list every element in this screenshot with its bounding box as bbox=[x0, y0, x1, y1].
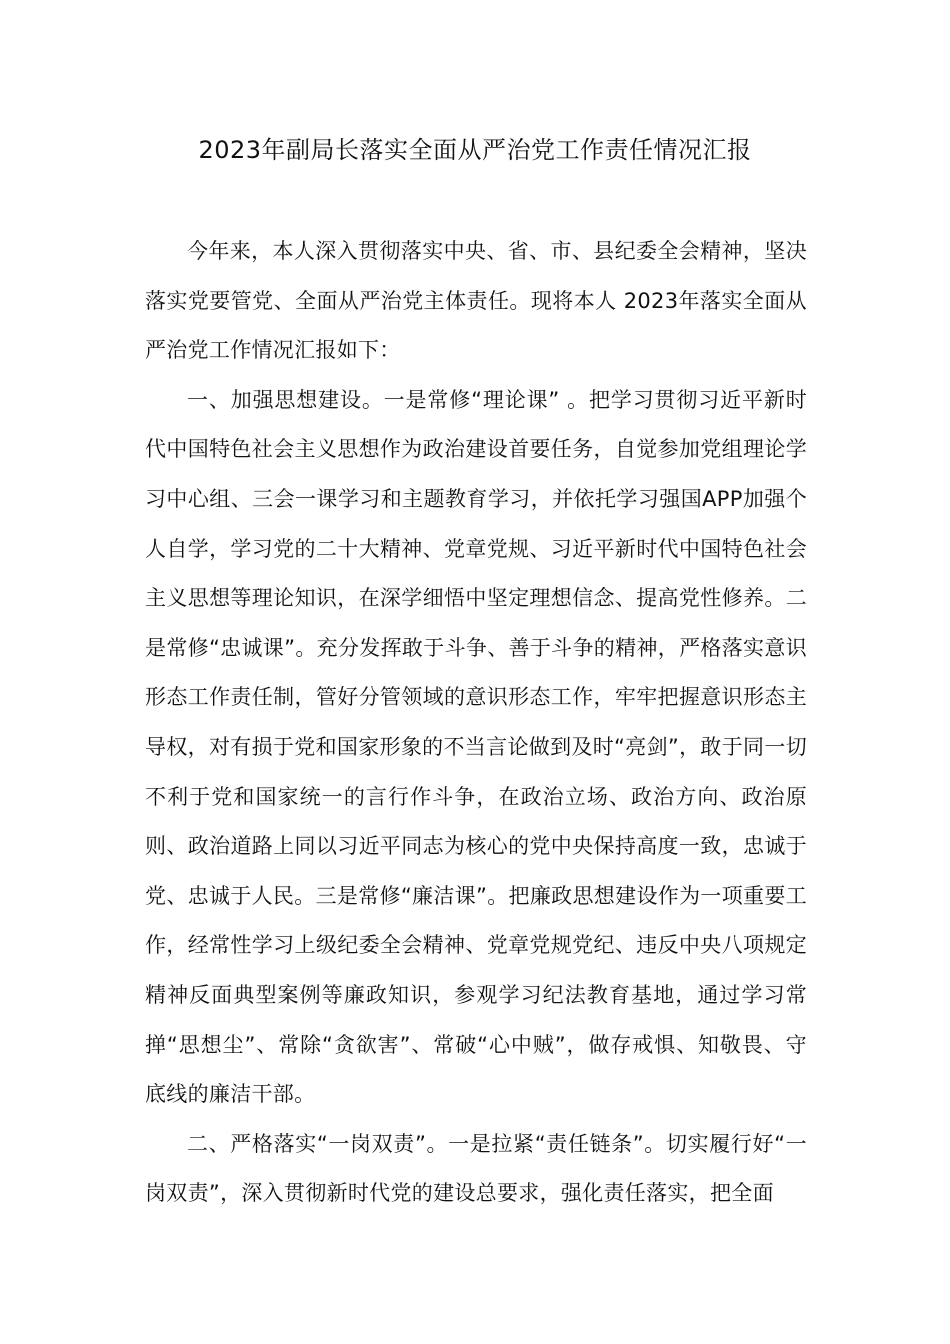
paragraph-intro: 今年来，本人深入贯彻落实中央、省、市、县纪委全会精神，坚决落实党要管党、全面从严治党主体责任。现将本人 2023年落实全面从严治党工作情况汇报如下： bbox=[145, 239, 807, 363]
paragraph-section-1: 一、加强思想建设。一是常修“理论课” 。把学习贯彻习近平新时代中国特色社会主义思想作为政治建设首要任务，自觉参加党组理论学习中心组、三会一课学习和主题教育学习，并依托学习强国APP加强个人自学，学习党的二十大精神、党章党规、习近平新时代中国特色社会主义思想等理论知识，在深学细悟中坚定理想信念、提高党性修养。二是常修“忠诚课”。充分发挥敢于斗争、善于斗争的精神，严格落实意识形态工作责任制，管好分管领域的意识形态工作，牢牢把握意识形态主导权，对有损于党和国家形象的不当言论做到及时“亮剑”，敢于同一切不利于党和国家统一的言行作斗争，在政治立场、政治方向、政治原则、政治道路上同以习近平同志为核心的党中央保持高度一致，忠诚于党、忠诚于人民。三是常修“廉洁课”。把廉政思想建设作为一项重要工作，经常性学习上级纪委全会精神、党章党规党纪、违反中央八项规定精神反面典型案例等廉政知识，参观学习纪法教育基地，通过学习常掸“思想尘”、常除“贪欲害”、常破“心中贼”，做存戒惧、知敬畏、守底线的廉洁干部。 bbox=[145, 387, 807, 1107]
document-title: 2023年副局长落实全面从严治党工作责任情况汇报 bbox=[198, 136, 752, 164]
document-body bbox=[145, 227, 807, 1219]
paragraph-section-2: 二、严格落实“一岗双责”。一是拉紧“责任链条”。切实履行好“一岗双责”，深入贯彻新时代党的建设总要求，强化责任落实，把全面 bbox=[145, 1131, 807, 1206]
